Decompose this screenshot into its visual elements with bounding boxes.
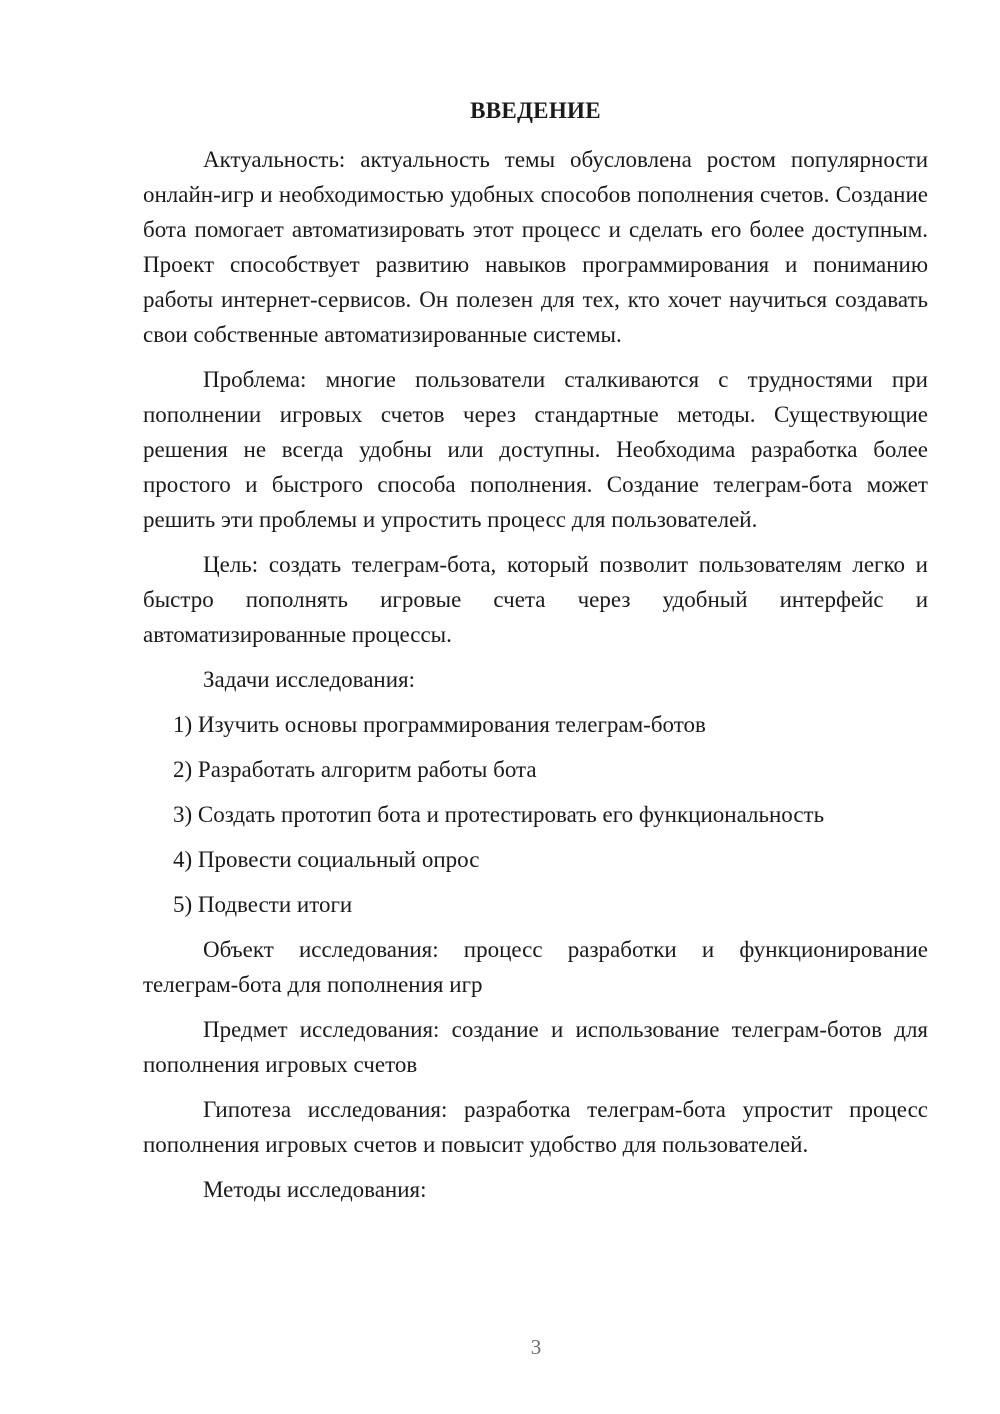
tasks-list xyxy=(143,707,928,922)
methods-heading: Методы исследования: xyxy=(203,1177,427,1202)
tasks-heading: Задачи исследования: xyxy=(203,667,416,692)
subject-paragraph: Предмет исследования: создание и использование телеграм-ботов для пополнения игровых счетов xyxy=(143,1017,928,1077)
object-paragraph: Объект исследования: процесс разработки и функционирование телеграм-бота для пополнения игр xyxy=(143,937,928,997)
task-item: 2) Разработать алгоритм работы бота xyxy=(173,757,537,782)
relevance-paragraph: Актуальность: актуальность темы обусловлена ростом популярности онлайн-игр и необходимостью удобных способов пополнения счетов. Создание бота помогает автоматизировать этот процесс и сделать его более доступным. Проект способствует развитию навыков программирования и пониманию работы интернет-сервисов. Он полезен для тех, кто хочет научиться создавать свои собственные автоматизированные системы. xyxy=(143,147,928,347)
task-item: 3) Создать прототип бота и протестировать его функциональность xyxy=(173,802,825,827)
task-item: 1) Изучить основы программирования телеграм-ботов xyxy=(173,712,706,737)
task-item: 5) Подвести итоги xyxy=(173,892,353,917)
task-item: 4) Провести социальный опрос xyxy=(173,847,480,872)
page-number: 3 xyxy=(530,1335,542,1359)
page-title: ВВЕДЕНИЕ xyxy=(470,98,601,123)
problem-paragraph: Проблема: многие пользователи сталкиваются с трудностями при пополнении игровых счетов через стандартные методы. Существующие решения не всегда удобны или доступны. Необходима разработка более простого и быстрого способа пополнения. Создание телеграм-бота может решить эти проблемы и упростить процесс для пользователей. xyxy=(143,367,928,532)
document-body xyxy=(143,142,928,1217)
goal-paragraph: Цель: создать телеграм-бота, который позволит пользователям легко и быстро пополнять игровые счета через удобный интерфейс и автоматизированные процессы. xyxy=(143,552,928,647)
hypothesis-paragraph: Гипотеза исследования: разработка телеграм-бота упростит процесс пополнения игровых счетов и повысит удобство для пользователей. xyxy=(143,1097,928,1157)
